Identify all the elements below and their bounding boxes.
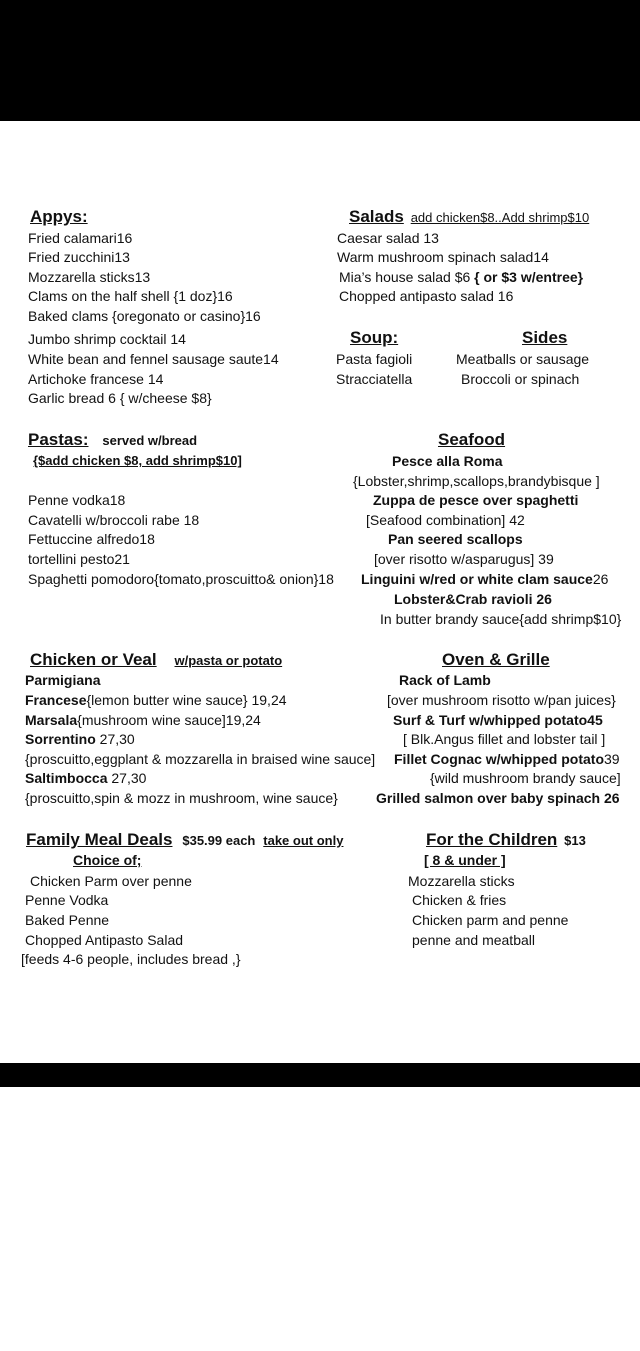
chicken-veal-line: [25, 711, 261, 729]
chicken-veal-line: {proscuitto,spin & mozz in mushroom, wine sauce}: [25, 790, 338, 806]
chicken-veal-line: [25, 730, 135, 748]
pastas-item: Penne vodka18: [28, 492, 126, 508]
seafood-line: [361, 570, 608, 588]
appys-item: Fried zucchini13: [28, 249, 130, 265]
sides-title: Sides: [522, 328, 568, 347]
family-item: Baked Penne: [25, 912, 110, 928]
seafood-line: Pan seered scallops: [388, 531, 523, 547]
family-footer: [feeds 4-6 people, includes bread ,}: [21, 951, 241, 967]
chicken-veal-dish: Sorrentino: [25, 731, 96, 747]
children-age: [ 8 & under ]: [424, 852, 506, 868]
salads-item-note: { or $3 w/entree}: [474, 269, 584, 285]
family-heading: [26, 830, 343, 850]
family-item: Penne Vodka: [25, 892, 109, 908]
pastas-item: Spaghetti pomodoro{tomato,proscuitto& onion}18: [28, 571, 334, 587]
seafood-title: Seafood: [438, 430, 506, 449]
pastas-heading: [28, 430, 197, 450]
pastas-item: tortellini pesto21: [28, 551, 130, 567]
children-item: Chicken & fries: [412, 892, 507, 908]
salads-item: Chopped antipasto salad 16: [339, 288, 514, 304]
oven-grille-price: 39: [604, 751, 620, 767]
oven-grille-line: Grilled salmon over baby spinach 26: [376, 790, 620, 806]
family-item: Chopped Antipasto Salad: [25, 932, 184, 948]
appys-item: Garlic bread 6 { w/cheese $8}: [28, 390, 212, 406]
children-title: For the Children: [426, 830, 558, 849]
oven-grille-line: [394, 750, 620, 768]
salads-note: add chicken$8..Add shrimp$10: [410, 210, 590, 225]
pastas-title: Pastas:: [28, 430, 89, 449]
appys-item: Clams on the half shell {1 doz}16: [28, 288, 233, 304]
sides-item: Broccoli or spinach: [461, 371, 580, 387]
seafood-line: [over risotto w/asparugus] 39: [374, 551, 554, 567]
salads-item-text: Mia’s house salad $6: [339, 269, 475, 285]
oven-grille-line: Surf & Turf w/whipped potato45: [393, 712, 603, 728]
seafood-line: Pesce alla Roma: [392, 453, 503, 469]
appys-item: Baked clams {oregonato or casino}16: [28, 308, 261, 324]
soup-item: Stracciatella: [336, 371, 413, 387]
chicken-veal-line: {proscuitto,eggplant & mozzarella in braised wine sauce]: [25, 751, 376, 767]
family-title: Family Meal Deals: [26, 830, 173, 849]
children-price: $13: [564, 833, 586, 848]
chicken-veal-title: Chicken or Veal: [30, 650, 157, 669]
chicken-veal-heading: [30, 650, 282, 670]
seafood-line: Zuppa de pesce over spaghetti: [373, 492, 579, 508]
chicken-veal-note: w/pasta or potato: [174, 653, 283, 668]
bottom-black-bar: [0, 1063, 640, 1087]
family-price: $35.99 each: [182, 833, 256, 848]
children-heading: [426, 830, 586, 850]
oven-grille-dish: Fillet Cognac w/whipped potato: [394, 751, 604, 767]
seafood-line-text: Linguini w/red or white clam sauce: [361, 571, 593, 587]
chicken-veal-line: Parmigiana: [25, 672, 101, 688]
appys-item: Fried calamari16: [28, 230, 133, 246]
family-takeout: take out only: [263, 833, 344, 848]
pastas-item: Fettuccine alfredo18: [28, 531, 155, 547]
appys-item: White bean and fennel sausage saute14: [28, 351, 279, 367]
pastas-item: Cavatelli w/broccoli rabe 18: [28, 512, 200, 528]
chicken-veal-desc: 27,30: [95, 731, 135, 747]
pastas-addon: {$add chicken $8, add shrimp$10]: [33, 453, 242, 468]
oven-grille-line: {wild mushroom brandy sauce]: [430, 770, 621, 786]
salads-item: Warm mushroom spinach salad14: [337, 249, 549, 265]
appys-title: Appys:: [30, 207, 88, 226]
family-choice: Choice of;: [73, 852, 142, 868]
seafood-line: Lobster&Crab ravioli 26: [394, 591, 552, 607]
chicken-veal-desc: {lemon butter wine sauce} 19,24: [86, 692, 287, 708]
chicken-veal-desc: {mushroom wine sauce]19,24: [77, 712, 261, 728]
children-item: Chicken parm and penne: [412, 912, 569, 928]
salads-heading: [349, 207, 589, 227]
seafood-line: [Seafood combination] 42: [366, 512, 525, 528]
chicken-veal-dish: Saltimbocca: [25, 770, 108, 786]
oven-grille-title: Oven & Grille: [442, 650, 550, 669]
chicken-veal-desc: 27,30: [107, 770, 147, 786]
oven-grille-line: [ Blk.Angus fillet and lobster tail ]: [403, 731, 606, 747]
seafood-line-price: 26: [592, 571, 609, 587]
seafood-line: {Lobster,shrimp,scallops,brandybisque ]: [353, 473, 600, 489]
chicken-veal-dish: Francese: [25, 692, 87, 708]
chicken-veal-dish: Marsala: [25, 712, 78, 728]
seafood-line: In butter brandy sauce{add shrimp$10}: [380, 611, 622, 627]
soup-item: Pasta fagioli: [336, 351, 413, 367]
appys-item: Artichoke francese 14: [28, 371, 164, 387]
appys-item: Jumbo shrimp cocktail 14: [28, 331, 186, 347]
family-item: Chicken Parm over penne: [30, 873, 192, 889]
salads-item: Caesar salad 13: [337, 230, 439, 246]
sides-item: Meatballs or sausage: [456, 351, 590, 367]
oven-grille-line: Rack of Lamb: [399, 672, 491, 688]
pastas-note: served w/bread: [102, 433, 198, 448]
chicken-veal-line: [25, 769, 146, 787]
appys-item: Mozzarella sticks13: [28, 269, 151, 285]
top-black-bar: [0, 0, 640, 121]
children-item: penne and meatball: [412, 932, 535, 948]
soup-title: Soup:: [350, 328, 399, 347]
children-item: Mozzarella sticks: [408, 873, 515, 889]
salads-item: [339, 268, 583, 286]
salads-title: Salads: [349, 207, 404, 226]
chicken-veal-line: [25, 691, 287, 709]
oven-grille-line: [over mushroom risotto w/pan juices}: [387, 692, 616, 708]
